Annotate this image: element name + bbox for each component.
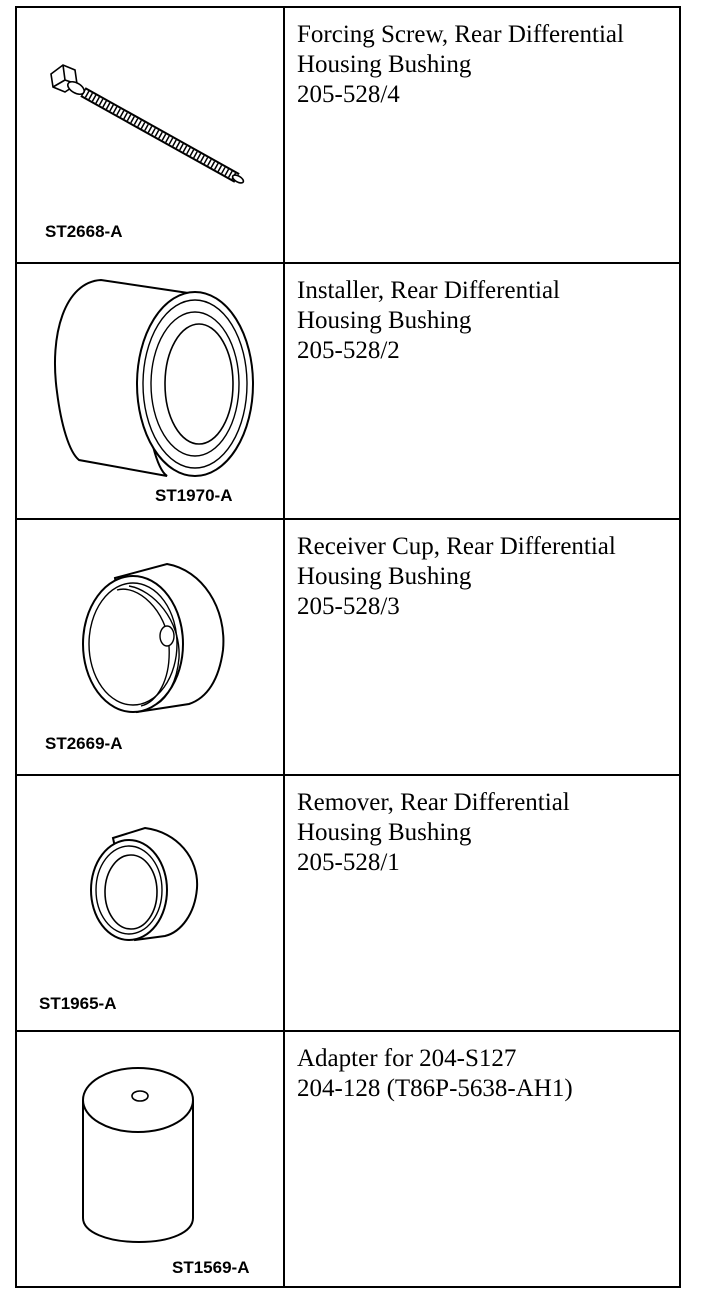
tool-name-continued: Housing Bushing	[297, 819, 472, 846]
tool-row	[16, 1031, 680, 1287]
figure-code: ST1965-A	[39, 994, 117, 1013]
tool-row	[16, 775, 680, 1031]
tool-name-continued: Housing Bushing	[297, 563, 472, 590]
tool-number: 205-528/3	[297, 593, 400, 620]
figure-code: ST1569-A	[172, 1258, 250, 1277]
tool-illustration-cell	[16, 1031, 284, 1287]
tool-illustration-cell	[16, 775, 284, 1031]
figure-code: ST1970-A	[155, 486, 233, 505]
figure-code: ST2668-A	[45, 222, 123, 241]
tool-description-cell	[284, 263, 680, 519]
figure-code: ST2669-A	[45, 734, 123, 753]
tool-description-cell	[284, 775, 680, 1031]
tool-number: 204-128 (T86P-5638-AH1)	[297, 1075, 573, 1102]
tool-name: Receiver Cup, Rear Differential	[297, 533, 616, 560]
tool-illustration-cell	[16, 519, 284, 775]
tool-row	[16, 263, 680, 519]
tool-number: 205-528/4	[297, 81, 400, 108]
tool-illustration-cell	[16, 263, 284, 519]
tool-description-cell	[284, 7, 680, 263]
tool-description-cell	[284, 1031, 680, 1287]
tool-number: 205-528/1	[297, 849, 400, 876]
tool-description-cell	[284, 519, 680, 775]
tool-name: Adapter for 204-S127	[297, 1045, 517, 1072]
installer-icon	[17, 264, 283, 520]
tool-name: Installer, Rear Differential	[297, 277, 561, 304]
adapter-icon	[17, 1032, 283, 1288]
tool-row	[16, 7, 680, 263]
tool-illustration-cell	[16, 7, 284, 263]
tool-name-continued: Housing Bushing	[297, 51, 472, 78]
tool-name: Remover, Rear Differential	[297, 789, 570, 816]
tool-name-continued: Housing Bushing	[297, 307, 472, 334]
tool-name: Forcing Screw, Rear Differential	[297, 21, 624, 48]
tool-number: 205-528/2	[297, 337, 400, 364]
special-tools-table	[15, 6, 681, 1288]
tool-row	[16, 519, 680, 775]
